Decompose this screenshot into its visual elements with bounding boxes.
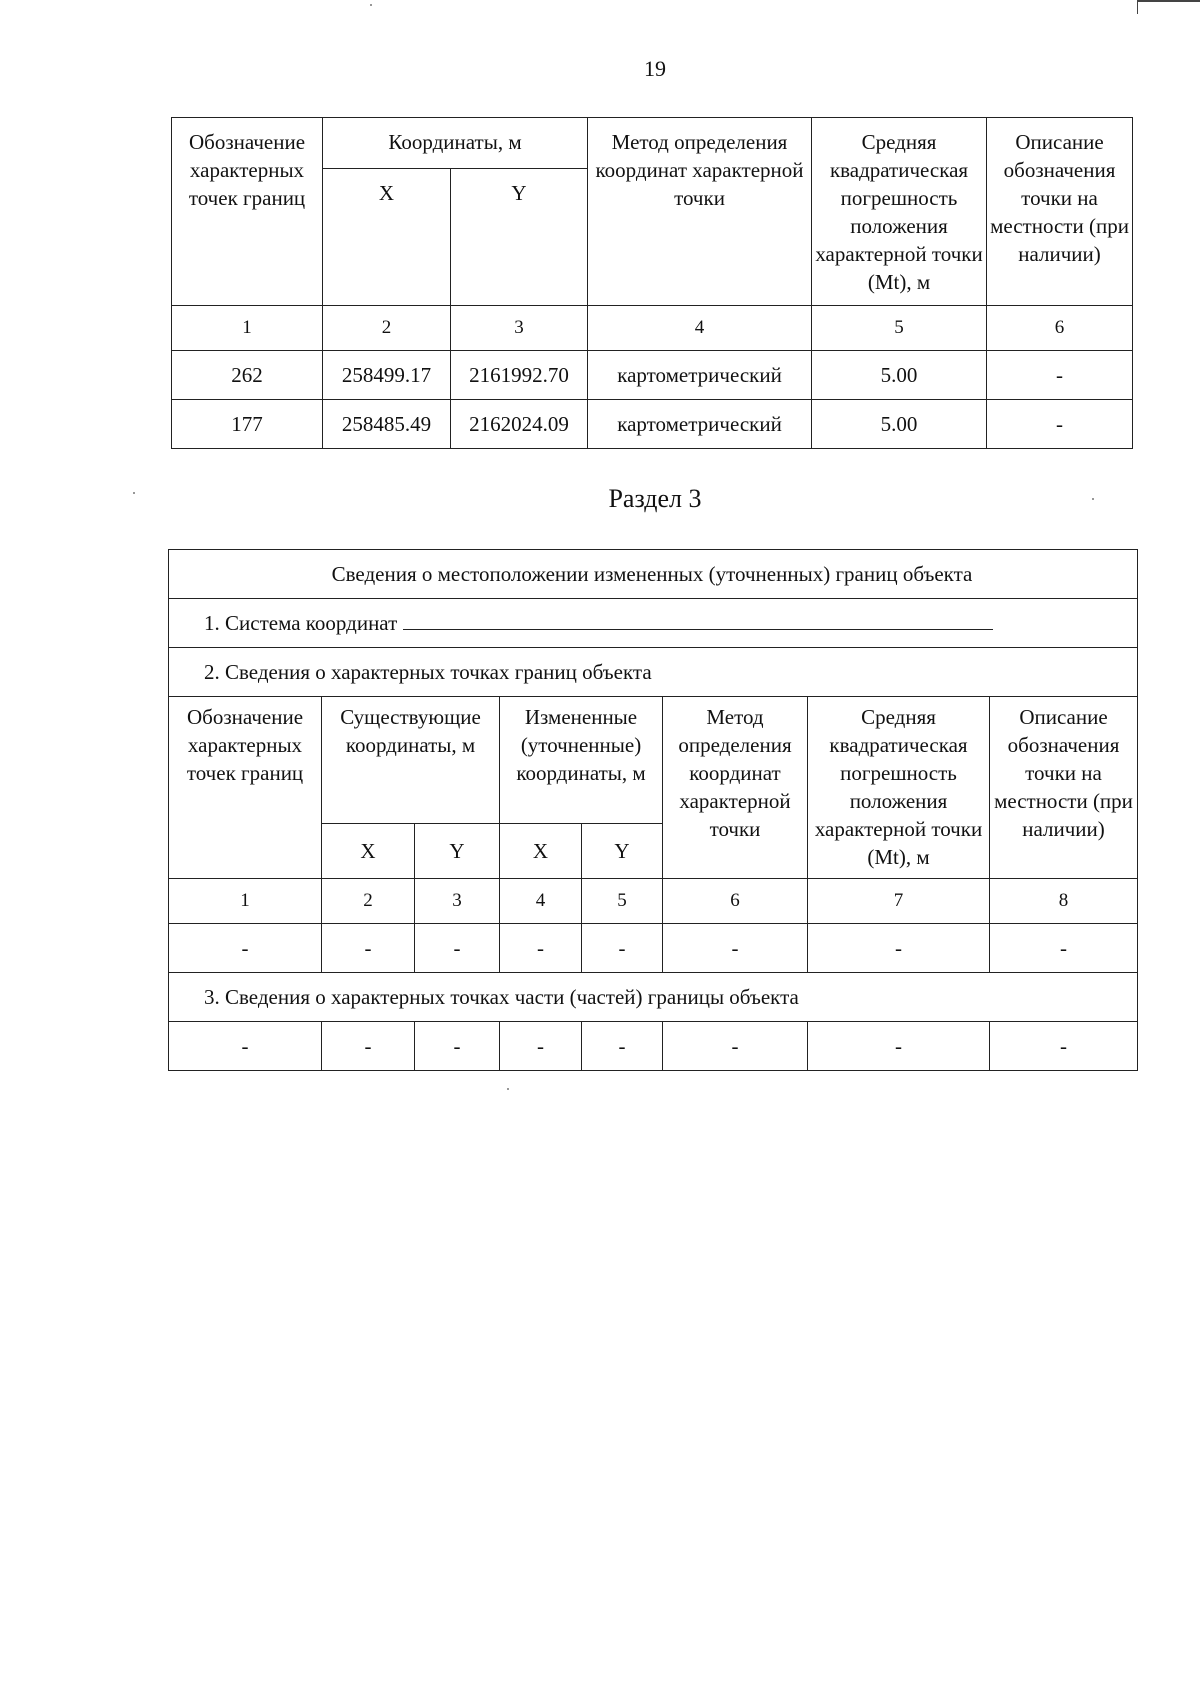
- parts-subtitle: 3. Сведения о характерных точках части (частей) границы объекта: [169, 973, 1138, 1022]
- point-cell: 177: [172, 400, 323, 449]
- column-number: 7: [808, 879, 990, 924]
- page-number: 19: [644, 56, 666, 81]
- changed-boundaries-table: [168, 549, 1138, 1071]
- dash-cell: -: [500, 924, 582, 973]
- dash-cell: -: [415, 1022, 500, 1071]
- column-number: 2: [322, 879, 415, 924]
- header-coordinates: Координаты, м: [323, 118, 588, 169]
- header-changed: Измененные (уточненные) координаты, м: [500, 697, 663, 824]
- table-row: [172, 351, 1133, 400]
- dash-cell: -: [663, 924, 808, 973]
- header-x-existing: X: [322, 824, 415, 879]
- x-cell: 258499.17: [323, 351, 451, 400]
- corner-mark-vertical: [1137, 0, 1139, 14]
- method-cell: картометрический: [588, 351, 812, 400]
- dash-cell: -: [169, 1022, 322, 1071]
- error-cell: 5.00: [812, 400, 987, 449]
- column-number: 2: [323, 306, 451, 351]
- dash-cell: -: [808, 924, 990, 973]
- y-cell: 2162024.09: [451, 400, 588, 449]
- description-cell: -: [987, 351, 1133, 400]
- dash-cell: -: [990, 924, 1138, 973]
- dash-cell: -: [322, 1022, 415, 1071]
- column-number: 8: [990, 879, 1138, 924]
- section-title: Раздел 3: [608, 484, 702, 513]
- column-number: 5: [582, 879, 663, 924]
- column-number: 4: [588, 306, 812, 351]
- coordinate-system-label: 1. Система координат: [204, 611, 398, 635]
- header-error: Средняя квадратическая погрешность положения характерной точки (Mt), м: [812, 118, 987, 306]
- column-number: 3: [451, 306, 588, 351]
- column-number: 4: [500, 879, 582, 924]
- error-cell: 5.00: [812, 351, 987, 400]
- header-designation: Обозначение характерных точек границ: [172, 118, 323, 306]
- method-cell: картометрический: [588, 400, 812, 449]
- dash-cell: -: [990, 1022, 1138, 1071]
- x-cell: 258485.49: [323, 400, 451, 449]
- y-cell: 2161992.70: [451, 351, 588, 400]
- header-designation: Обозначение характерных точек границ: [169, 697, 322, 879]
- column-numbers-row: [172, 306, 1133, 351]
- header-y-existing: Y: [415, 824, 500, 879]
- points-subtitle: 2. Сведения о характерных точках границ объекта: [169, 648, 1138, 697]
- column-numbers-row: [169, 879, 1138, 924]
- column-number: 1: [172, 306, 323, 351]
- dash-cell: -: [582, 924, 663, 973]
- header-description: Описание обозначения точки на местности (при наличии): [987, 118, 1133, 306]
- coordinates-table: [171, 117, 1133, 449]
- header-x-changed: X: [500, 824, 582, 879]
- table-row: [169, 924, 1138, 973]
- header-x: X: [323, 169, 451, 306]
- dash-cell: -: [582, 1022, 663, 1071]
- column-number: 5: [812, 306, 987, 351]
- column-number: 6: [987, 306, 1133, 351]
- scan-speck: [507, 1088, 509, 1090]
- header-y: Y: [451, 169, 588, 306]
- table-title: Сведения о местоположении измененных (уточненных) границ объекта: [169, 550, 1138, 599]
- blank-line: [403, 611, 993, 630]
- scan-speck: [370, 4, 372, 6]
- header-y-changed: Y: [582, 824, 663, 879]
- coordinate-system-row: [169, 599, 1138, 648]
- header-existing: Существующие координаты, м: [322, 697, 500, 824]
- header-description: Описание обозначения точки на местности (при наличии): [990, 697, 1138, 879]
- table-row: [169, 1022, 1138, 1071]
- dash-cell: -: [663, 1022, 808, 1071]
- header-method: Метод определения координат характерной точки: [663, 697, 808, 879]
- dash-cell: -: [322, 924, 415, 973]
- dash-cell: -: [415, 924, 500, 973]
- dash-cell: -: [169, 924, 322, 973]
- dash-cell: -: [500, 1022, 582, 1071]
- header-error: Средняя квадратическая погрешность положения характерной точки (Mt), м: [808, 697, 990, 879]
- corner-mark: [1138, 0, 1200, 2]
- column-number: 3: [415, 879, 500, 924]
- point-cell: 262: [172, 351, 323, 400]
- header-method: Метод определения координат характерной точки: [588, 118, 812, 306]
- column-number: 6: [663, 879, 808, 924]
- dash-cell: -: [808, 1022, 990, 1071]
- table-row: [172, 400, 1133, 449]
- description-cell: -: [987, 400, 1133, 449]
- column-number: 1: [169, 879, 322, 924]
